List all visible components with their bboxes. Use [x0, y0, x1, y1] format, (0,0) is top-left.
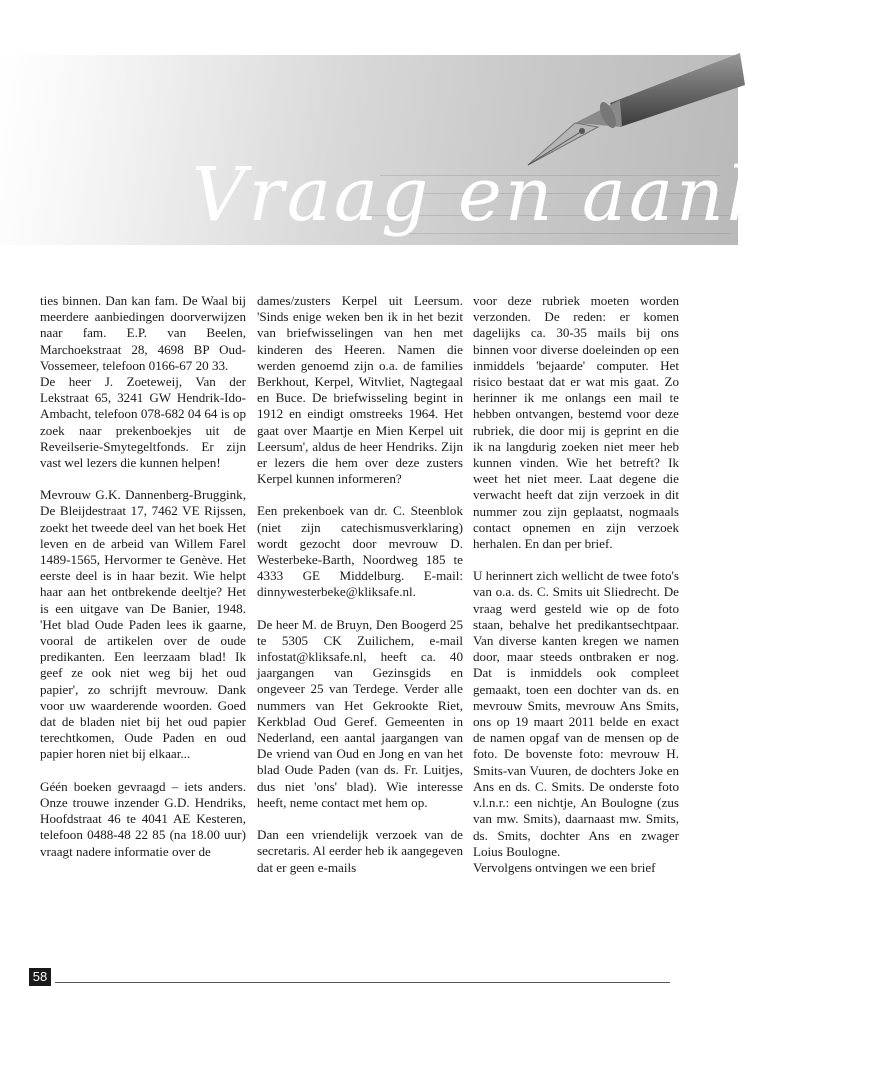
paragraph: Géén boeken gevraagd – iets anders. Onze trouwe inzender G.D. Hendriks, Hoofdstraat 46 te 4041 AE Kesteren, telefoon 0488-48 22 85 (na 18.00 uur) vraagt nadere informatie over de — [40, 778, 246, 859]
paragraph: Een prekenboek van dr. C. Steenblok (niet zijn catechismusverklaring) wordt gezocht door mevrouw D. Westerbeke-Barth, Noordweg 185 te 4333 GE Middelburg. E-mail: dinnywesterbeke@kliksafe.nl. — [257, 503, 463, 600]
paragraph: Dan een vriendelijk verzoek van de secretaris. Al eerder heb ik aangegeven dat er geen e-mails — [257, 827, 463, 875]
paragraph: ties binnen. Dan kan fam. De Waal bij meerdere aanbiedingen doorverwijzen naar fam. E.P. van Beelen, Marchoekstraat 28, 4698 BP Oud-Vossemeer, telefoon 0166-67 20 33. — [40, 293, 246, 373]
paragraph: voor deze rubriek moeten worden verzonden. De reden: er komen dagelijks ca. 30-35 mails bij ons binnen voor diverse doeleinden op een inmiddels 'bejaarde' computer. Het risico bestaat dat er wat mis gaat. Zo herinner ik me onlangs een mail te hebben ontvangen, bestemd voor deze rubriek, die door mij is geprint en die ik na langdurig zoeken niet meer heb kunnen vinden. Wie het betreft? Ik weet het niet meer. Laat degene die verwacht heeft dat zijn verzoek in dit nummer zou zijn geplaatst, nogmaals contact opnemen en zijn verzoek herhalen. En dan per brief. — [473, 293, 679, 552]
page-number: 58 — [29, 968, 51, 986]
footer-rule — [55, 982, 670, 983]
paragraph: dames/zusters Kerpel uit Leersum. 'Sinds enige weken ben ik in het bezit van briefwisselingen van hen met kinderen des Heeren. Namen die werden genoemd zijn o.a. de families Berkhout, Kerpel, Witvliet, Nagtegaal en Buce. De briefwisseling begint in 1912 en eindigt omstreeks 1964. Het gaat over Maartje en Mien Kerpel uit Leersum', aldus de heer Hendriks. Zijn er lezers die hem over deze zusters Kerpel kunnen informeren? — [257, 293, 463, 487]
page-title: Vraag en aanbod — [192, 152, 875, 238]
paragraph: Mevrouw G.K. Dannenberg-Bruggink, De Bleijdestraat 17, 7462 VE Rijssen, zoekt het tweede deel van het boek Het leven en de arbeid van Willem Farel 1489-1565, Hervormer te Genève. Het eerste deel is in haar bezit. Wie helpt haar aan het ontbrekende deeltje? Het is een uitgave van De Banier, 1948. 'Het blad Oude Paden lees ik gaarne, vooral de artikelen over de oude predikanten. Een leerzaam blad! Ik geef ze ook niet weg bij het oud papier', zo schrijft mevrouw. Dank voor uw waarderende woorden. Goed dat de bladen niet bij het oud papier terechtkomen, Oude Paden en oud papier horen niet bij elkaar... — [40, 487, 246, 762]
paragraph: U herinnert zich wellicht de twee foto's van o.a. ds. C. Smits uit Sliedrecht. De vraag werd gesteld wie op de foto staan, behalve het predikantsechtpaar. Van diverse kanten kregen we namen door, maar steeds ontbraken er nog. Dat is inmiddels ook compleet gemaakt, toen een dochter van ds. en mevrouw Smits, mevrouw Ans Smits, ons op 19 maart 2011 belde en exact de namen opgaf van de mensen op de foto. De bovenste foto: mevrouw H. Smits-van Vuuren, de dochters Joke en Ans en ds. C. Smits. De onderste foto v.l.n.r.: een nichtje, An Boulogne (zus van mw. Smits), daarnaast mw. Smits, ds. Smits, dochter Ans en zwager Loius Boulogne. — [473, 568, 679, 859]
text-column-1 — [40, 293, 246, 876]
header-banner — [0, 55, 875, 245]
text-column-3 — [473, 293, 679, 892]
paragraph: Vervolgens ontvingen we een brief — [473, 859, 656, 875]
paragraph: De heer M. de Bruyn, Den Boogerd 25 te 5305 CK Zuilichem, e-mail infostat@kliksafe.nl, heeft ca. 40 jaargangen van Gezinsgids en ongeveer 25 van Terdege. Verder alle nummers van Het Gekrookte Riet, Kerkblad Oud Geref. Gemeenten in Nederland, een aantal jaargangen van De vriend van Oud en Jong en van het blad Oude Paden (van ds. Fr. Luitjes, dus niet 'ons' blad). Wie interesse heeft, neme contact met hem op. — [257, 616, 463, 810]
text-column-2 — [257, 293, 463, 892]
paragraph: De heer J. Zoeteweij, Van der Lekstraat 65, 3241 GW Hendrik-Ido-Ambacht, telefoon 078-682 04 64 is op zoek naar prekenboekjes uit de Reveilserie-Smytegeltfonds. Er zijn vast wel lezers die kunnen helpen! — [40, 374, 246, 471]
